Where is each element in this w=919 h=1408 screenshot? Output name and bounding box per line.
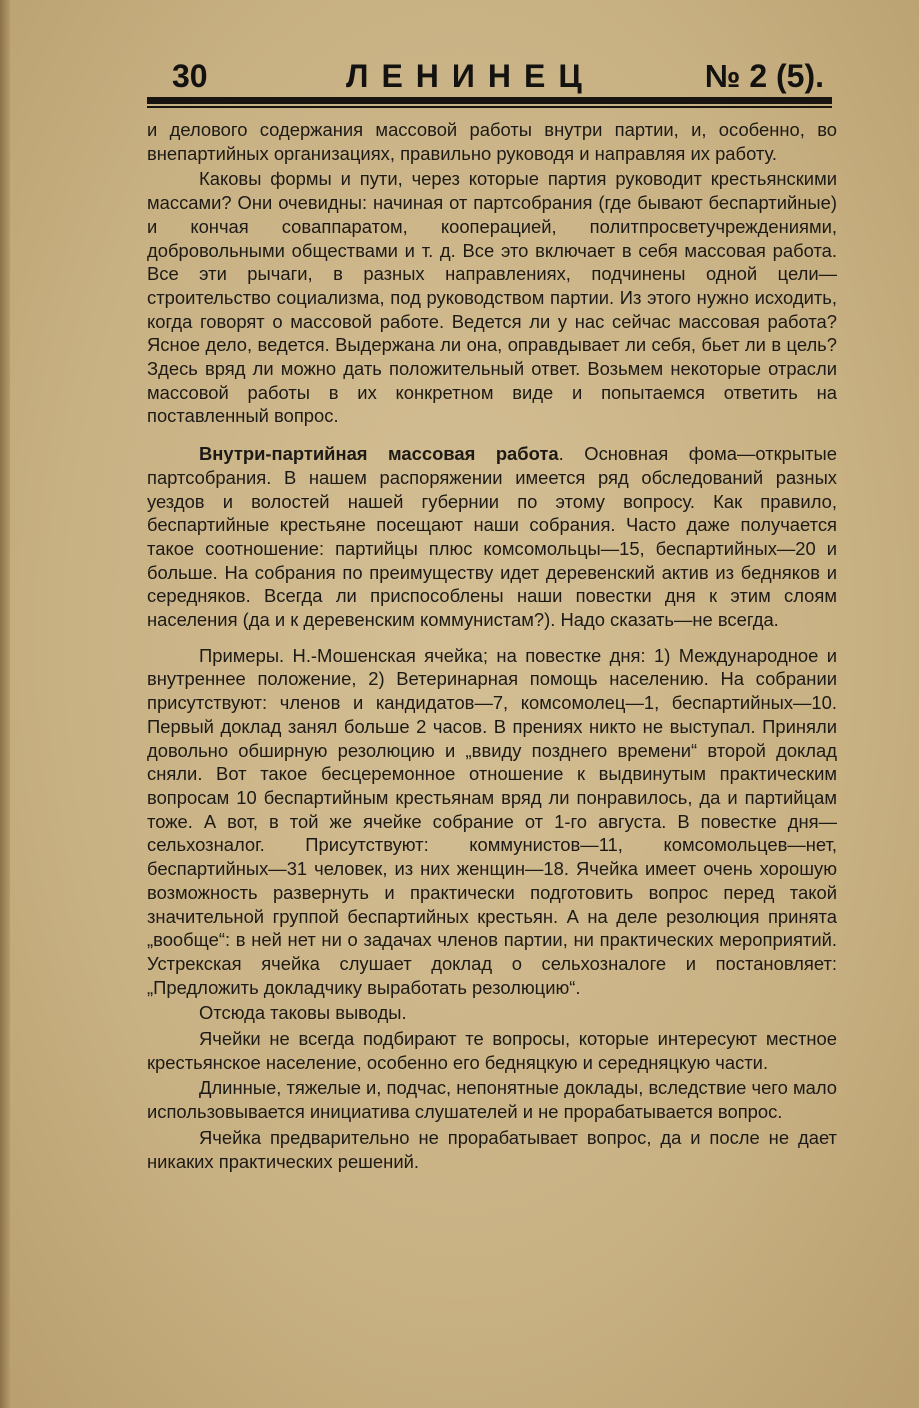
paragraph-8: Ячейка предварительно не прорабатывает вопрос, да и после не дает никаких практических решений. — [147, 1126, 837, 1172]
page-header — [150, 52, 832, 96]
article-body — [147, 118, 837, 1175]
page-edge-shadow — [0, 0, 10, 1408]
paragraph-5: Отсюда таковы выводы. — [199, 1002, 407, 1024]
section-heading: Внутри-партийная массовая работа — [199, 443, 559, 465]
page-number: 30 — [172, 58, 208, 94]
header-rule — [147, 97, 832, 104]
issue-number: № 2 (5). — [704, 58, 824, 94]
paragraph-3-text: . Основная фома—открытые партсобрания. В нашем распоряжении имеется ряд обследований разных уездов и волостей нашей губернии по этому вопросу. Как правило, беспартийные крестьяне посещают наши собрания. Часто даже получается такое соотношение: партийцы плюс комсомольцы—15, беспартийных—20 и больше. На собрания по преимуществу идет деревенский актив из бедняков и середняков. Всегда ли приспособлены наши повестки дня к этим слоям населения (да и к деревенским коммунистам?). Надо сказать—не всегда. — [147, 443, 837, 631]
paragraph-1: и делового содержания массовой работы внутри партии, и, особенно, во внепартийных организациях, правильно руководя и направляя их работу. — [147, 119, 837, 164]
paragraph-4: Примеры. Н.-Мошенская ячейка; на повестке дня: 1) Международное и внутреннее положение, 2) Ветеринарная помощь населению. На собрании присутствуют: членов и кандидатов—7, комсомолец—1, беспартийных—10. Первый доклад занял больше 2 часов. В прениях никто не выступал. Приняли довольно обширную резолюцию и „ввиду позднего времени“ второй доклад сняли. Вот такое бесцеремонное отношение к выдвинутым практическим вопросам 10 беспартийным крестьянам вряд ли понравилось, да и партийцам тоже. А вот, в той же ячейке собрание от 1-го августа. В повестке дня—сельхозналог. Присутствуют: коммунистов—11, комсомольцев—нет, беспартийных—31 человек, из них женщин—18. Ячейка имеет очень хорошую возможность развернуть и практически подготовить вопрос перед такой значительной группой беспартийных крестьян. А на деле резолюция принята „вообще“: в ней нет ни о задачах членов партии, ни практических мероприятий. Устрекская ячейка слушает доклад о сельхозналоге и постановляет: „Предложить докладчику выработать резолюцию“. — [147, 644, 837, 998]
paragraph-6: Ячейки не всегда подбирают те вопросы, которые интересуют местное крестьянское население, особенно его бедняцкую и середняцкую части. — [147, 1028, 837, 1073]
journal-title: ЛЕНИНЕЦ — [346, 58, 595, 94]
paragraph-7: Длинные, тяжелые и, подчас, непонятные доклады, вследствие чего мало использовывается инициатива слушателей и не прорабатывается вопрос. — [147, 1077, 837, 1123]
paragraph-2: Каковы формы и пути, через которые партия руководит крестьянскими массами? Они очевидны: начиная от партсобрания (где бывают беспартийные) и кончая совaппаратом, кооперацией, политпросветучреждениями, добровольными обществами и т. д. Все это включает в себя массовая работа. Все эти рычаги, в разных направлениях, подчинены одной цели— строительство социализма, под руководством партии. Из этого нужно исходить, когда говорят о массовой работе. Ведется ли у нас сейчас массовая работа? Ясное дело, ведется. Выдержана ли она, оправдывает ли себя, бьет ли в цель? Здесь вряд ли можно дать положительный ответ. Возьмем некоторые отрасли массовой работы в их конкретном виде и попытаемся ответить на поставленный вопрос. — [147, 168, 837, 427]
header-rule-thin — [147, 106, 832, 108]
paragraph-3 — [147, 442, 837, 632]
